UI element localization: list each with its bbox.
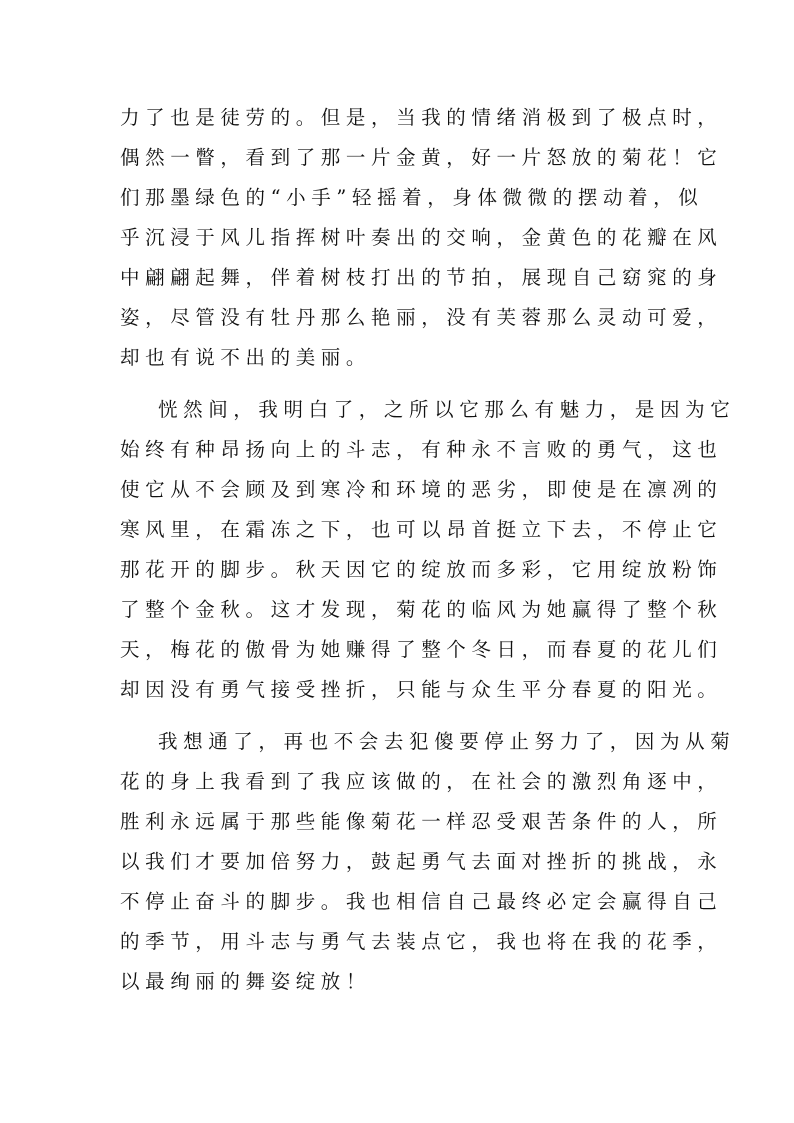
text-line: 们那墨绿色的“小手”轻摇着，身体微微的摆动着，似 (120, 186, 704, 209)
document-body (120, 98, 736, 1002)
text-line: 天，梅花的傲骨为她赚得了整个冬日，而春夏的花儿们 (120, 638, 723, 661)
text-line: 的季节，用斗志与勇气去装点它，我也将在我的花季， (120, 930, 723, 953)
text-line: 花的身上我看到了我应该做的，在社会的激烈角逐中， (120, 770, 723, 793)
text-line: 姿，尽管没有牡丹那么艳丽，没有芙蓉那么灵动可爱， (120, 306, 723, 329)
text-line: 却也有说不出的美丽。 (120, 346, 372, 369)
text-line: 不停止奋斗的脚步。我也相信自己最终必定会赢得自己 (120, 890, 723, 913)
paragraph-2 (120, 390, 736, 710)
text-line: 那花开的脚步。秋天因它的绽放而多彩，它用绽放粉饰 (120, 558, 723, 581)
text-line: 力了也是徒劳的。但是，当我的情绪消极到了极点时， (120, 106, 723, 129)
text-line: 恍然间，我明白了，之所以它那么有魅力，是因为它 (158, 398, 736, 421)
text-line: 使它从不会顾及到寒冷和环境的恶劣，即使是在凛冽的 (120, 478, 723, 501)
text-line: 我想通了，再也不会去犯傻要停止努力了，因为从菊 (158, 730, 736, 753)
text-line: 乎沉浸于风儿指挥树叶奏出的交响，金黄色的花瓣在风 (120, 226, 723, 249)
text-line: 了整个金秋。这才发现，菊花的临风为她赢得了整个秋 (120, 598, 723, 621)
text-line: 以我们才要加倍努力，鼓起勇气去面对挫折的挑战，永 (120, 850, 723, 873)
paragraph-spacing (120, 710, 680, 722)
text-line: 胜利永远属于那些能像菊花一样忍受艰苦条件的人，所 (120, 810, 723, 833)
paragraph-spacing (120, 378, 680, 390)
text-line: 却因没有勇气接受挫折，只能与众生平分春夏的阳光。 (120, 678, 723, 701)
text-line: 偶然一瞥，看到了那一片金黄，好一片怒放的菊花！它 (120, 146, 723, 169)
text-line: 中翩翩起舞，伴着树枝打出的节拍，展现自己窈窕的身 (120, 266, 723, 289)
text-line: 以最绚丽的舞姿绽放！ (120, 970, 372, 993)
paragraph-3 (120, 722, 736, 1002)
text-line: 寒风里，在霜冻之下，也可以昂首挺立下去，不停止它 (120, 518, 723, 541)
text-line: 始终有种昂扬向上的斗志，有种永不言败的勇气，这也 (120, 438, 723, 461)
paragraph-1 (120, 98, 723, 378)
